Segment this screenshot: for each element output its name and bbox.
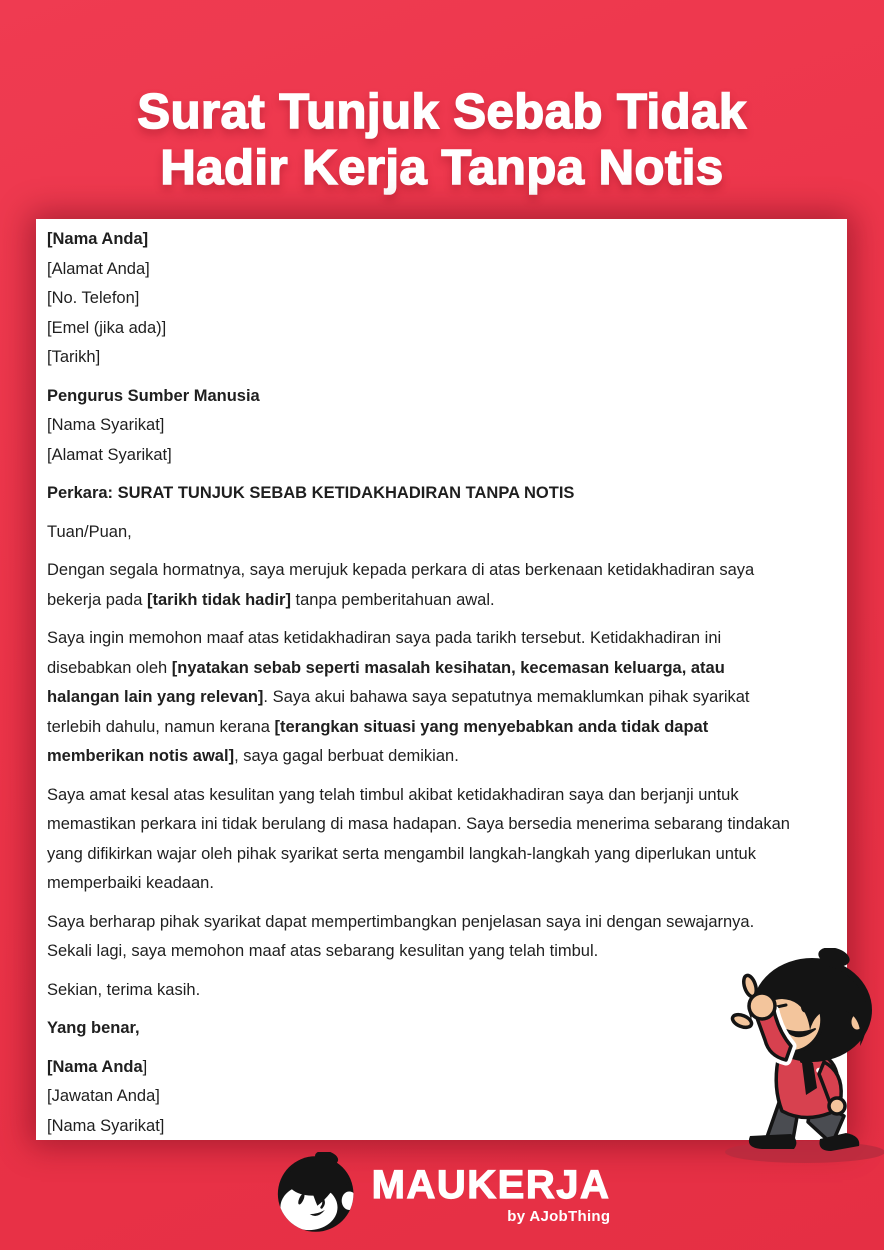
letter-card bbox=[36, 219, 847, 1140]
maukerja-head-icon bbox=[274, 1152, 358, 1236]
recipient-company-line: [Nama Syarikat] bbox=[47, 416, 165, 434]
signature-company-line: [Nama Syarikat] bbox=[47, 1116, 165, 1135]
sender-phone-line: [No. Telefon] bbox=[47, 289, 140, 307]
page-title-line1: Surat Tunjuk Sebab Tidak bbox=[137, 85, 747, 139]
brand-byline: by AJobThing bbox=[507, 1208, 611, 1225]
closing-thanks-line: Sekian, terima kasih. bbox=[47, 980, 201, 999]
letter-paragraph: Saya berharap pihak syarikat dapat mempertimbangkan penjelasan saya ini dengan sewajarnya. Sekali lagi, saya memohon maaf atas sebarang kesulitan yang telah timbul. bbox=[47, 912, 755, 960]
recipient-title-line: Pengurus Sumber Manusia bbox=[47, 386, 260, 405]
sender-date-line: [Tarikh] bbox=[47, 348, 101, 366]
signature-position-line: [Jawatan Anda] bbox=[47, 1087, 160, 1105]
page-title-line2: Hadir Kerja Tanpa Notis bbox=[160, 141, 724, 195]
letter-paragraph: Saya ingin memohon maaf atas ketidakhadiran saya pada tarikh tersebut. Ketidakhadiran ini disebabkan oleh [nyatakan sebab seperti masalah kesihatan, kecemasan keluarga, atau halangan lain yang relevan]. Saya akui bahawa saya sepatutnya memaklumkan pihak syarikat terlebih dahulu, namun kerana [terangkan situasi yang menyebabkan anda tidak dapat memberikan notis awal], saya gagal berbuat demikian. bbox=[47, 629, 750, 765]
closing-yang-benar-line: Yang benar, bbox=[47, 1019, 140, 1037]
sender-block bbox=[47, 225, 799, 373]
subject-line: Perkara: SURAT TUNJUK SEBAB KETIDAKHADIRAN TANPA NOTIS bbox=[47, 484, 575, 502]
page-title bbox=[0, 84, 884, 196]
brand-text bbox=[372, 1163, 611, 1225]
signature-block bbox=[47, 1053, 799, 1142]
letter-paragraph: Dengan segala hormatnya, saya merujuk kepada perkara di atas berkenaan ketidakhadiran saya bekerja pada [tarikh tidak hadir] tanpa pemberitahuan awal. bbox=[47, 561, 755, 609]
sender-address-line: [Alamat Anda] bbox=[47, 259, 150, 278]
brand-wordmark: MAUKERJA bbox=[371, 1163, 611, 1207]
signature-name-line: [Nama Anda] bbox=[47, 1057, 148, 1076]
sender-name-line: [Nama Anda] bbox=[47, 230, 149, 248]
salutation-line: Tuan/Puan, bbox=[47, 522, 132, 541]
recipient-block bbox=[47, 382, 799, 471]
recipient-address-line: [Alamat Syarikat] bbox=[47, 445, 172, 464]
brand-logo bbox=[274, 1152, 611, 1236]
sender-email-line: [Emel (jika ada)] bbox=[47, 318, 167, 337]
letter-paragraph: Saya amat kesal atas kesulitan yang telah timbul akibat ketidakhadiran saya dan berjanji untuk memastikan perkara ini tidak berulang di masa hadapan. Saya bersedia menerima sebarang tindakan yang difikirkan wajar oleh pihak syarikat serta mengambil langkah-langkah yang diperlukan untuk memperbaiki keadaan. bbox=[47, 785, 790, 892]
